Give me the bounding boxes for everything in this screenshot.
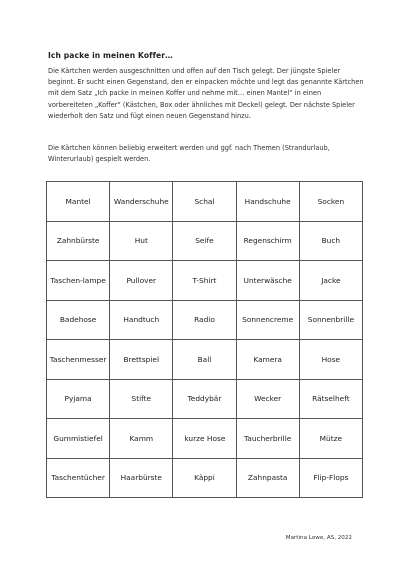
card: Seife: [173, 221, 236, 261]
card: Jacke: [299, 261, 362, 301]
page-title: Ich packe in meinen Koffer…: [48, 51, 173, 60]
card-grid: [46, 181, 363, 498]
card: T-Shirt: [173, 261, 236, 301]
card: Zahnpasta: [236, 458, 299, 498]
card: Gummistiefel: [47, 419, 110, 459]
card: Kamera: [236, 340, 299, 380]
card: Pyjama: [47, 379, 110, 419]
card: Taschen-lampe: [47, 261, 110, 301]
card: Socken: [299, 182, 362, 222]
card: Unterwäsche: [236, 261, 299, 301]
card: Hose: [299, 340, 362, 380]
card-row: [47, 182, 363, 222]
card: Käppi: [173, 458, 236, 498]
card: Ball: [173, 340, 236, 380]
card: kurze Hose: [173, 419, 236, 459]
variation-paragraph: Die Kärtchen können beliebig erweitert werden und ggf. nach Themen (Strandurlaub, Winterurlaub) gespielt werden.: [48, 144, 330, 164]
card: Handtuch: [110, 300, 173, 340]
card: Kamm: [110, 419, 173, 459]
card: Taucherbrille: [236, 419, 299, 459]
card: Buch: [299, 221, 362, 261]
card-row: [47, 458, 363, 498]
card: Schal: [173, 182, 236, 222]
card: Sonnenbrille: [299, 300, 362, 340]
card: Pullover: [110, 261, 173, 301]
card: Handschuhe: [236, 182, 299, 222]
author-footer: Martina Lowe, AS, 2022: [285, 535, 352, 541]
card-row: [47, 261, 363, 301]
card-row: [47, 419, 363, 459]
card-row: [47, 221, 363, 261]
card: Wecker: [236, 379, 299, 419]
card-row: [47, 340, 363, 380]
instructions-paragraph: Die Kärtchen werden ausgeschnitten und offen auf den Tisch gelegt. Der jüngste Spieler beginnt. Er sucht einen Gegenstand, den er einpacken möchte und legt das genannte Kärtchen mit dem Satz „Ich packe in meinen Koffer und nehme mit… einen Mantel“ in einen vorbereiteten „Koffer“ (Kästchen, Box oder ähnliches mit Deckel) gelegt. Der nächste Spieler wiederholt den Satz und fügt einen neuen Gegenstand hinzu.: [48, 67, 364, 120]
card: Taschentücher: [47, 458, 110, 498]
card: Taschenmesser: [47, 340, 110, 380]
card: Haarbürste: [110, 458, 173, 498]
card: Flip-Flops: [299, 458, 362, 498]
card: Zahnbürste: [47, 221, 110, 261]
card: Rätselheft: [299, 379, 362, 419]
card: Brettspiel: [110, 340, 173, 380]
card-row: [47, 300, 363, 340]
card: Teddybär: [173, 379, 236, 419]
card: Badehose: [47, 300, 110, 340]
card: Radio: [173, 300, 236, 340]
card: Hut: [110, 221, 173, 261]
card: Sonnencreme: [236, 300, 299, 340]
card: Stifte: [110, 379, 173, 419]
card-row: [47, 379, 363, 419]
card: Mantel: [47, 182, 110, 222]
card: Regenschirm: [236, 221, 299, 261]
card: Mütze: [299, 419, 362, 459]
card: Wanderschuhe: [110, 182, 173, 222]
